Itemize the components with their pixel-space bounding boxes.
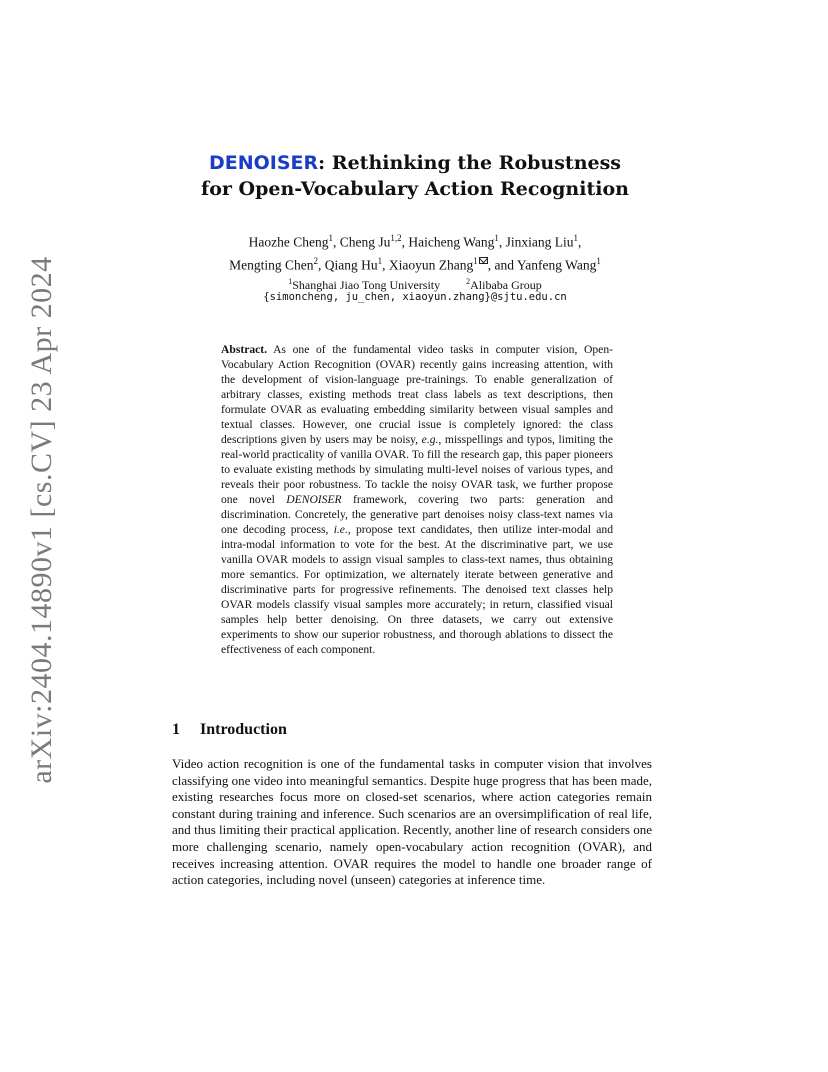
paper-title	[170, 150, 660, 202]
title-line1-rest: : Rethinking the Robustness	[318, 152, 622, 174]
author-separator: ,	[498, 234, 506, 250]
author-affil-sup: 1	[573, 233, 578, 243]
abstract-ie: i.e.	[333, 523, 348, 536]
author-separator: ,	[401, 234, 409, 250]
author-affil-sup: 1	[473, 255, 478, 266]
affiliation-sup: 1	[288, 277, 293, 286]
abstract-denoiser: DENOISER	[286, 493, 342, 506]
author-separator: ,	[382, 257, 389, 272]
author-name: Yanfeng Wang	[516, 257, 597, 272]
affiliation-name: Alibaba Group	[470, 278, 542, 292]
abstract-text: , propose text candidates, then utilize inter-modal and intra-modal information to vote for the best. At the discriminative part, we use vanilla OVAR models to assign visual samples to class-text names, thus obtaining more semantics. For optimization, we alternately iterate between generative and discriminative parts for progressive refinements. The denoised text classes help OVAR models classify visual samples more accurately; in return, classified visual samples help better denoising. On three datasets, we carry out extensive experiments to show our superior robustness, and thorough ablations to dissect the effectiveness of each component.	[221, 523, 613, 656]
abstract-label: Abstract.	[221, 343, 268, 356]
author-affil-sup: 1	[377, 255, 383, 266]
author-affil-sup: 1	[494, 233, 499, 243]
section-heading-introduction	[172, 721, 287, 739]
envelope-icon	[479, 257, 488, 264]
section-number: 1	[172, 721, 180, 738]
author-name: Qiang Hu	[324, 257, 378, 272]
author-separator: ,	[318, 257, 325, 272]
arxiv-identifier-stamp: arXiv:2404.14890v1 [cs.CV] 23 Apr 2024	[25, 256, 58, 784]
intro-paragraph: Video action recognition is one of the fundamental tasks in computer vision that involves classifying one video into meaningful semantics. Despite huge progress that has been made, existing researches focus more on closed-set scenarios, where action categories remain constant during training and inference. Such scenarios are an oversimplification of real life, and thus limiting their practical application. Recently, another line of research considers one more challenging scenario, namely open-vocabulary action recognition (OVAR), and receives increasing attention. OVAR requires the model to handle one broader range of action categories, including novel (unseen) categories at inference time.	[172, 756, 652, 888]
author-email: {simoncheng, ju_chen, xiaoyun.zhang}@sjtu.edu.cn	[263, 291, 567, 303]
author-affil-sup: 1	[328, 233, 333, 243]
author-separator: , and	[487, 257, 517, 272]
author-list	[140, 229, 690, 274]
affiliation-name: Shanghai Jiao Tong University	[292, 278, 441, 292]
author-name: Jinxiang Liu	[505, 234, 574, 250]
author-separator: ,	[332, 234, 340, 250]
author-name: Cheng Ju	[339, 234, 391, 250]
author-name: Xiaoyun Zhang	[388, 257, 474, 272]
author-affil-sup: 2	[313, 255, 319, 266]
author-affil-sup: 1,2	[390, 233, 402, 243]
section-title: Introduction	[200, 721, 287, 738]
author-name: Mengting Chen	[229, 257, 314, 272]
author-name: Haozhe Cheng	[248, 234, 329, 250]
title-line2: for Open-Vocabulary Action Recognition	[201, 178, 629, 200]
abstract-eg: e.g.	[421, 433, 439, 446]
affiliation-sup: 2	[466, 277, 471, 286]
abstract-text: As one of the fundamental video tasks in computer vision, Open-Vocabulary Action Recognition (OVAR) recently gains increasing attention, with the development of vision-language pre-trainings. To enable generalization of arbitrary classes, existing methods treat class labels as text descriptions, then formulate OVAR as evaluating embedding similarity between visual samples and textual classes. However, one crucial issue is completely ignored: the class descriptions given by users may be noisy,	[221, 343, 613, 446]
author-name: Haicheng Wang	[408, 234, 495, 250]
author-separator: ,	[578, 234, 582, 250]
abstract-text: , misspellings and typos, limiting the real-world practicality of vanilla OVAR. To fill the research gap, this paper pioneers to evaluate existing methods by simulating multi-level noises of various types, and reveals their poor robustness. To tackle the noisy OVAR task, we further propose one novel	[221, 433, 613, 506]
author-affil-sup: 1	[596, 255, 601, 266]
abstract-text: framework, covering two parts: generation and discrimination. Concretely, the generative part denoises noisy class-text names via one decoding process,	[221, 493, 614, 536]
abstract	[221, 342, 613, 657]
title-brand-name: DENOISER	[208, 152, 319, 174]
